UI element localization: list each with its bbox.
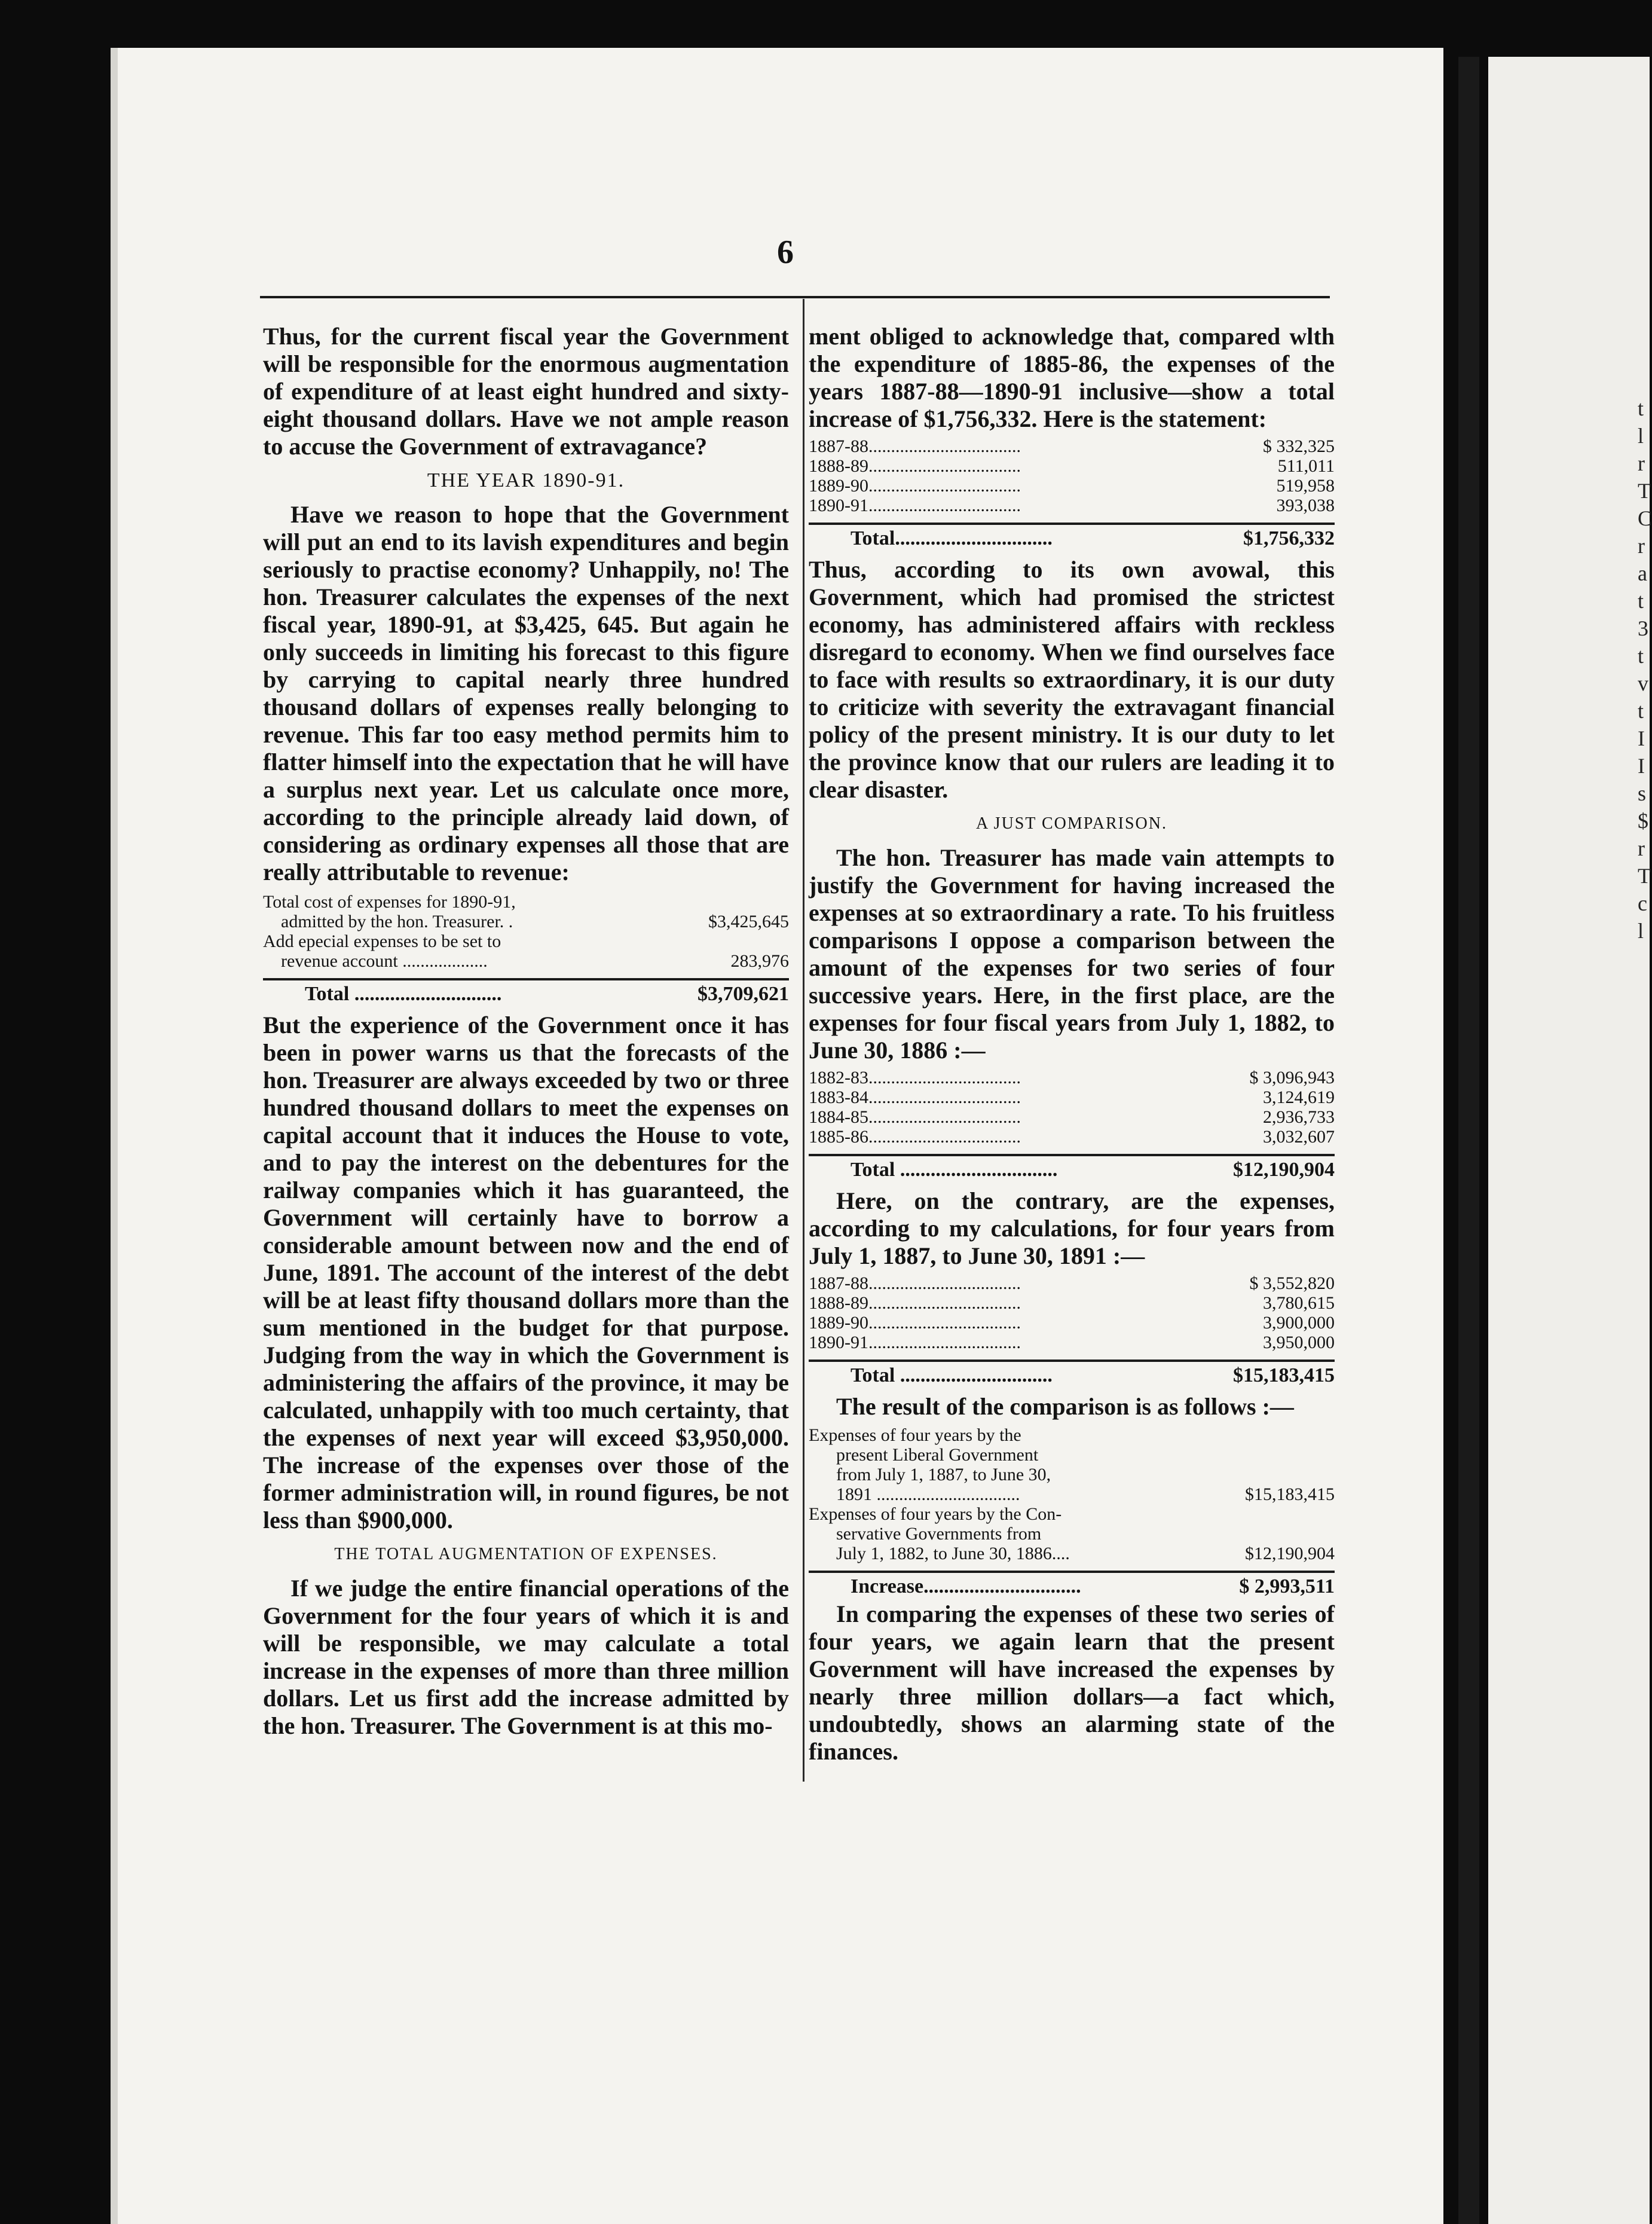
- edge-fragment: a: [1638, 561, 1647, 585]
- edge-fragment: s: [1638, 781, 1647, 805]
- table-value: $ 3,096,943: [1249, 1068, 1335, 1087]
- left-column: [263, 323, 789, 1740]
- total-value: $3,709,621: [697, 983, 789, 1005]
- table-row: [809, 1484, 1335, 1504]
- column-divider: [803, 299, 804, 1782]
- table-value: $15,183,415: [1245, 1484, 1335, 1504]
- table-leader: ..................................: [868, 1273, 1021, 1293]
- edge-fragment: c: [1638, 891, 1647, 915]
- comparison-table: [809, 1425, 1335, 1600]
- table-label: 1891 ................................: [836, 1484, 1020, 1504]
- first-series-table: [809, 1068, 1335, 1184]
- edge-fragment: C: [1638, 506, 1652, 530]
- table-row: [263, 912, 789, 931]
- table-label: July 1, 1882, to June 30, 1886....: [836, 1544, 1070, 1563]
- edge-fragment: l: [1638, 919, 1644, 943]
- table-leader: ..................................: [868, 1068, 1021, 1087]
- table-leader: ..................................: [868, 1293, 1021, 1313]
- table-value: 511,011: [1277, 456, 1335, 476]
- edge-fragment: r: [1638, 534, 1645, 558]
- table-row: [809, 1273, 1335, 1293]
- right-column: [809, 323, 1335, 1765]
- table-row: [809, 1293, 1335, 1313]
- table-leader: ..................................: [868, 436, 1021, 456]
- table-label: Total cost of expenses for 1890-91,: [263, 892, 516, 912]
- table-row: [263, 892, 789, 912]
- total-value: $ 2,993,511: [1239, 1575, 1335, 1597]
- table-leader: ..................................: [868, 476, 1021, 496]
- table-value: $12,190,904: [1245, 1544, 1335, 1563]
- edge-fragment: I: [1638, 726, 1645, 750]
- table-value: $ 3,552,820: [1249, 1273, 1335, 1293]
- facing-page: [1488, 57, 1650, 2224]
- edge-fragment: t: [1638, 644, 1644, 668]
- page-edge-shadow: [111, 48, 118, 2224]
- table-row: [263, 931, 789, 951]
- total-label: Total .............................: [305, 983, 502, 1005]
- table-value: 2,936,733: [1263, 1107, 1335, 1127]
- paragraph: The hon. Treasurer has made vain attempts to justify the Government for having increased the expenses at so extraordinary a rate. To his fruitless comparisons I oppose a comparison between the amount of the expenses for two series of four successive years. Here, in the first place, are the expenses for four fiscal years from July 1, 1882, to June 30, 1886 :—: [809, 844, 1335, 1064]
- second-series-table: [809, 1273, 1335, 1389]
- table-value: 3,032,607: [1263, 1127, 1335, 1147]
- table-row: [809, 1068, 1335, 1087]
- paragraph: In comparing the expenses of these two series of four years, we again learn that the present Government will have increased the expenses by nearly three million dollars—a fact which, undoubtedly, shows an alarming state of the finances.: [809, 1600, 1335, 1765]
- table-value: 3,950,000: [1263, 1333, 1335, 1352]
- total-value: $15,183,415: [1233, 1364, 1335, 1386]
- section-heading: THE TOTAL AUGMENTATION OF EXPENSES.: [334, 1545, 718, 1563]
- table-row: [809, 496, 1335, 515]
- table-value: 283,976: [730, 951, 789, 971]
- total-row: [809, 1362, 1335, 1389]
- table-year: 1889-90: [809, 476, 868, 496]
- book-spine: [1458, 57, 1479, 2224]
- table-row: [809, 1127, 1335, 1147]
- total-row: [263, 980, 789, 1008]
- table-year: 1885-86: [809, 1127, 868, 1147]
- table-label: Expenses of four years by the Con-: [809, 1504, 1062, 1524]
- total-row: [809, 525, 1335, 552]
- table-value: 3,900,000: [1263, 1313, 1335, 1333]
- table-leader: ..................................: [868, 496, 1021, 515]
- table-row: [809, 436, 1335, 456]
- edge-fragment: I: [1638, 754, 1645, 778]
- total-row: [809, 1156, 1335, 1184]
- statement-table: [809, 436, 1335, 552]
- paragraph: Here, on the contrary, are the expenses, according to my calculations, for four years from July 1, 1887, to June 30, 1891 :—: [809, 1187, 1335, 1269]
- table-year: 1884-85: [809, 1107, 868, 1127]
- table-label: Expenses of four years by the: [809, 1425, 1021, 1445]
- table-leader: ..................................: [868, 1087, 1021, 1107]
- table-row: [809, 1313, 1335, 1333]
- table-value: 3,124,619: [1263, 1087, 1335, 1107]
- table-leader: ..................................: [868, 1333, 1021, 1352]
- total-label: Total...............................: [851, 527, 1053, 549]
- table-row: [809, 1333, 1335, 1352]
- table-leader: ..................................: [868, 456, 1021, 476]
- paragraph: Thus, for the current fiscal year the Government will be responsible for the enormous augmentation of expenditure of at least eight hundred and sixty-eight thousand dollars. Have we not ample reason to accuse the Government of extravagance?: [263, 323, 789, 460]
- table-label: from July 1, 1887, to June 30,: [836, 1465, 1051, 1484]
- section-heading: A JUST COMPARISON.: [976, 814, 1167, 833]
- table-value: $ 332,325: [1263, 436, 1335, 456]
- total-label: Increase...............................: [851, 1575, 1081, 1597]
- table-value: 519,958: [1276, 476, 1335, 496]
- table-year: 1887-88: [809, 1273, 868, 1293]
- edge-fragment: l: [1638, 424, 1644, 448]
- table-value: $3,425,645: [708, 912, 789, 931]
- section-heading: THE YEAR 1890-91.: [427, 469, 625, 491]
- edge-fragment: r: [1638, 451, 1645, 475]
- table-leader: ..................................: [868, 1313, 1021, 1333]
- table-label: revenue account ...................: [281, 951, 488, 971]
- table-year: 1888-89: [809, 1293, 868, 1313]
- paragraph: The result of the comparison is as follows :—: [836, 1393, 1294, 1420]
- paragraph: Have we reason to hope that the Government will put an end to its lavish expenditures and begin seriously to practise economy? Unhappily, no! The hon. Treasurer calculates the expenses of the next fiscal year, 1890-91, at $3,425, 645. But again he only succeeds in limiting his forecast to this figure by carrying to capital nearly three hundred thousand dollars of expenses really belonging to revenue. This far too easy method permits him to flatter himself into the expectation that he will have a surplus next year. Let us calculate once more, according to the principle already laid down, of considering as ordinary expenses all those that are really attributable to revenue:: [263, 501, 789, 885]
- total-value: $1,756,332: [1243, 527, 1335, 549]
- header-rule: [260, 296, 1330, 298]
- edge-fragment: t: [1638, 396, 1644, 420]
- table-value: 3,780,615: [1263, 1293, 1335, 1313]
- page-number: 6: [777, 234, 794, 271]
- table-label: Add epecial expenses to be set to: [263, 931, 501, 951]
- cost-table: [263, 892, 789, 1008]
- table-label: admitted by the hon. Treasurer. .: [281, 912, 513, 931]
- table-row: [809, 1087, 1335, 1107]
- edge-fragment: T: [1638, 479, 1651, 503]
- edge-fragment: T: [1638, 864, 1651, 888]
- table-year: 1887-88: [809, 436, 868, 456]
- table-year: 1888-89: [809, 456, 868, 476]
- table-year: 1882-83: [809, 1068, 868, 1087]
- table-year: 1890-91: [809, 1333, 868, 1352]
- table-year: 1890-91: [809, 496, 868, 515]
- table-label: present Liberal Government: [836, 1445, 1039, 1465]
- edge-fragment: r: [1638, 836, 1645, 860]
- total-value: $12,190,904: [1233, 1159, 1335, 1181]
- table-year: 1889-90: [809, 1313, 868, 1333]
- edge-fragment: $: [1638, 809, 1648, 833]
- facing-page-edge-text: [1638, 395, 1652, 945]
- table-row: [809, 1544, 1335, 1563]
- table-label: servative Governments from: [836, 1524, 1042, 1544]
- edge-fragment: 3: [1638, 616, 1648, 640]
- paragraph: But the experience of the Government once it has been in power warns us that the forecasts of the hon. Treasurer are always exceeded by two or three hundred thousand dollars to meet the expenses on capital account that it induces the House to vote, and to pay the interest on the debentures for the railway companies which it has guaranteed, the Government will certainly have to borrow a considerable amount between now and the end of June, 1891. The account of the interest of the debt will be at least fifty thousand dollars more than the sum mentioned in the budget for that purpose. Judging from the way in which the Government is administering the affairs of the province, it may be calculated, unhappily with too much certainty, that the expenses of next year will exceed $3,950,000. The increase of the expenses over those of the former administration will, in round figures, be not less than $900,000.: [263, 1012, 789, 1533]
- table-row: [809, 476, 1335, 496]
- table-row: [263, 951, 789, 971]
- total-label: Total ...............................: [851, 1159, 1058, 1181]
- total-label: Total ..............................: [851, 1364, 1053, 1386]
- paragraph: If we judge the entire financial operations of the Government for the four years of which it is and will be responsible, we may calculate a total increase in the expenses of more than three million dollars. Let us first add the increase admitted by the hon. Treasurer. The Government is at this mo-: [263, 1575, 789, 1739]
- edge-fragment: v: [1638, 671, 1648, 695]
- table-leader: ..................................: [868, 1127, 1021, 1147]
- paragraph: ment obliged to acknowledge that, compared wlth the expenditure of 1885-86, the expenses of the years 1887-88—1890-91 inclusive—show a total increase of $1,756,332. Here is the statement:: [809, 323, 1335, 432]
- edge-fragment: t: [1638, 589, 1644, 613]
- table-year: 1883-84: [809, 1087, 868, 1107]
- table-row: [809, 1107, 1335, 1127]
- edge-fragment: t: [1638, 699, 1644, 723]
- table-row: [809, 456, 1335, 476]
- paragraph: Thus, according to its own avowal, this Government, which had promised the strictest economy, has administered affairs with reckless disregard to economy. When we find ourselves face to face with results so extraordinary, it is our duty to criticize with severity the extravagant financial policy of the present ministry. It is our duty to let the province know that our rulers are leading it to clear disaster.: [809, 556, 1335, 803]
- table-leader: ..................................: [868, 1107, 1021, 1127]
- table-value: 393,038: [1276, 496, 1335, 515]
- total-row: [809, 1573, 1335, 1600]
